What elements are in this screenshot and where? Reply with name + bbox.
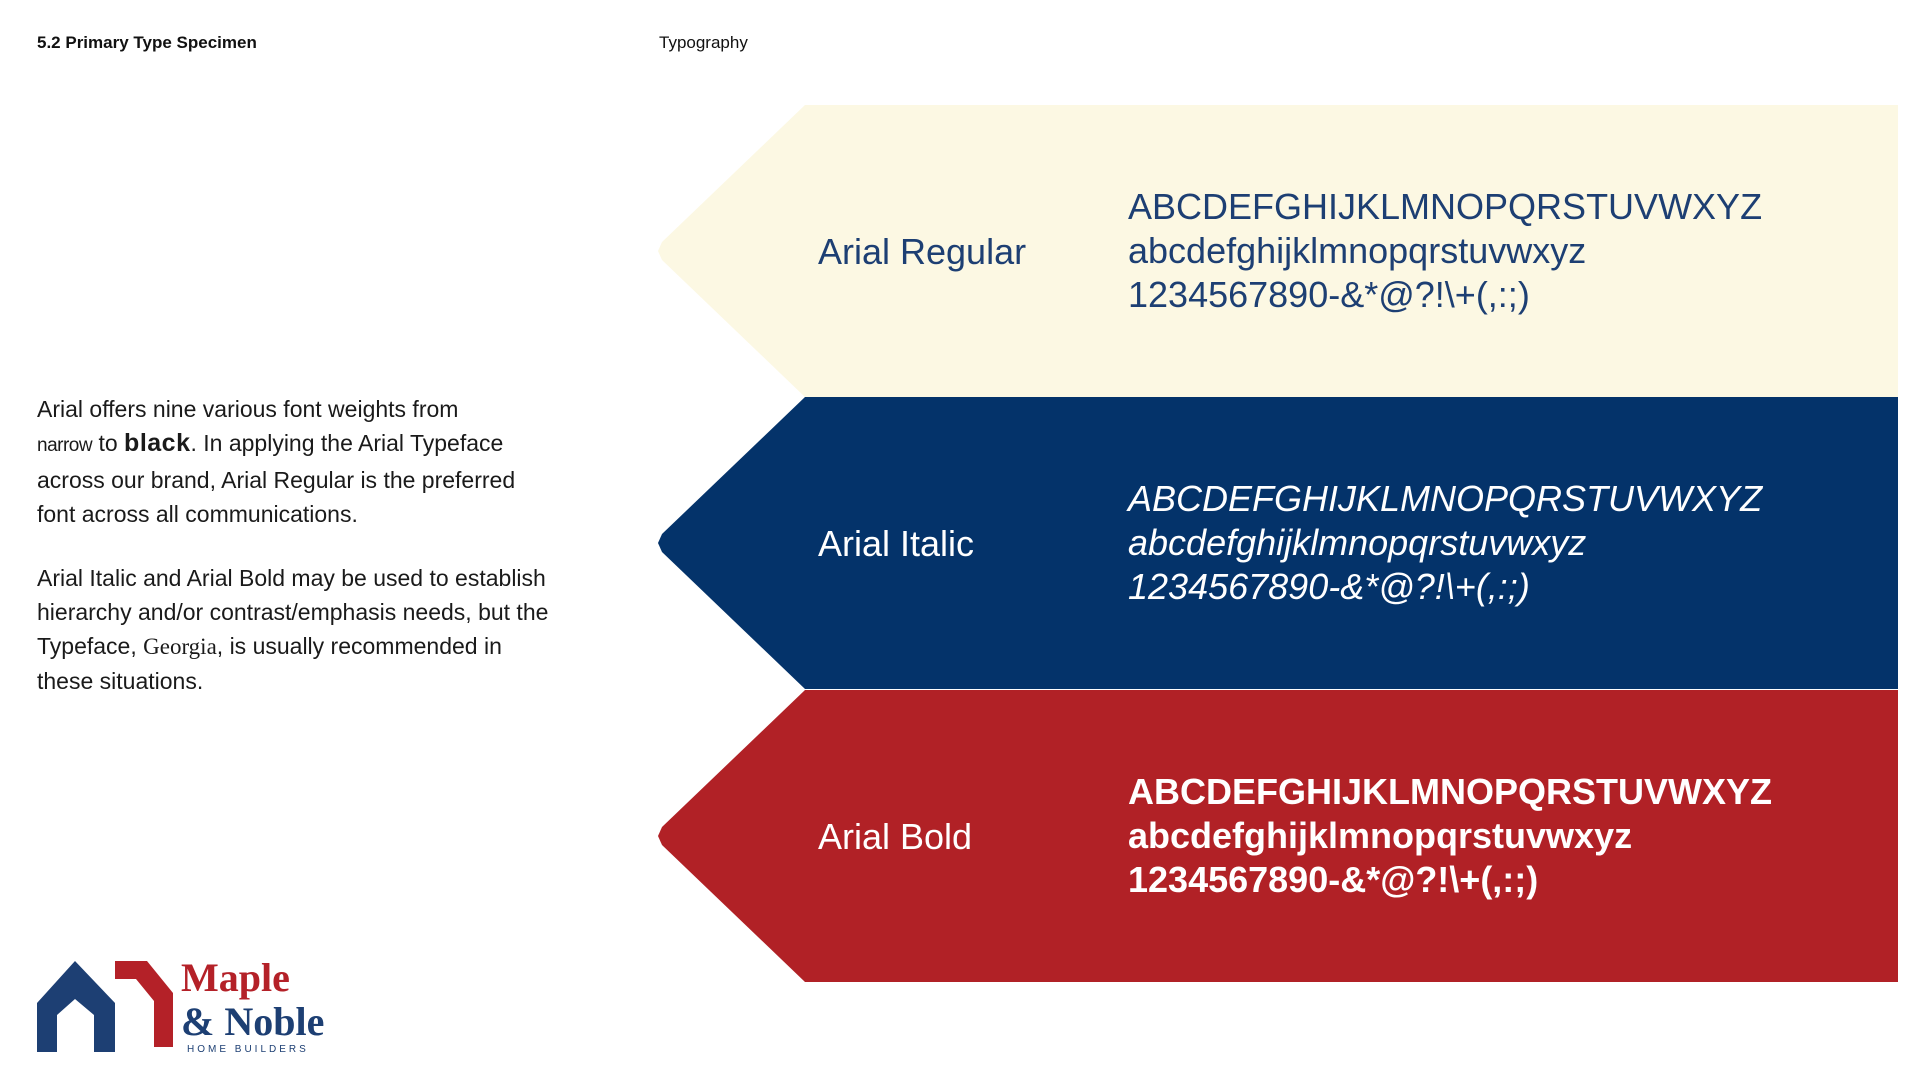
intro-p2-before: Arial Italic and Arial Bold may be used to establish hierarchy and/or contrast/emphasis needs, but the Typeface,: [37, 565, 549, 659]
digits-regular: 1234567890-&*@?!\+(,:;): [1128, 274, 1530, 315]
specimen-band-bold: [658, 690, 1898, 982]
specimen-band-italic: [658, 397, 1898, 689]
lowercase-italic: abcdefghijklmnopqrstuvwxyz: [1128, 522, 1587, 563]
uppercase-bold: ABCDEFGHIJKLMNOPQRSTUVWXYZ: [1128, 771, 1773, 812]
font-name-regular: Arial Regular: [818, 231, 1027, 272]
intro-paragraph-1: [37, 392, 557, 531]
brand-logo: [37, 955, 357, 1055]
digits-italic: 1234567890-&*@?!\+(,:;): [1128, 566, 1530, 607]
font-name-italic: Arial Italic: [818, 523, 975, 564]
word-black: black: [124, 429, 191, 457]
uppercase-regular: ABCDEFGHIJKLMNOPQRSTUVWXYZ: [1128, 186, 1763, 227]
chapter-title: Typography: [659, 33, 748, 52]
house-icon: [37, 955, 177, 1055]
intro-p1-to: to: [92, 430, 125, 456]
lowercase-bold: abcdefghijklmnopqrstuvwxyz: [1128, 815, 1633, 856]
intro-p2-after: , is usually recommended in these situations.: [37, 633, 502, 694]
logo-word-noble: & Noble: [181, 999, 325, 1044]
digits-bold: 1234567890-&*@?!\+(,:;): [1128, 859, 1539, 900]
intro-paragraph-2: [37, 561, 557, 698]
lowercase-regular: abcdefghijklmnopqrstuvwxyz: [1128, 230, 1587, 271]
logo-tagline: HOME BUILDERS: [187, 1044, 309, 1055]
intro-p1-after: . In applying the Arial Typeface across our brand, Arial Regular is the preferred font across all communications.: [37, 430, 516, 527]
uppercase-italic: ABCDEFGHIJKLMNOPQRSTUVWXYZ: [1128, 478, 1763, 519]
word-georgia: Georgia: [143, 634, 217, 659]
specimen-regular: [1128, 185, 1762, 317]
specimen-band-regular: [658, 105, 1898, 397]
section-title: 5.2 Primary Type Specimen: [37, 33, 257, 52]
specimen-bold: [1128, 770, 1772, 902]
intro-p1-before: Arial offers nine various font weights from: [37, 396, 459, 422]
specimen-italic: [1128, 477, 1762, 609]
font-name-bold: Arial Bold: [818, 816, 973, 857]
logo-word-maple: Maple: [181, 955, 290, 1000]
word-narrow: narrow: [37, 435, 93, 456]
